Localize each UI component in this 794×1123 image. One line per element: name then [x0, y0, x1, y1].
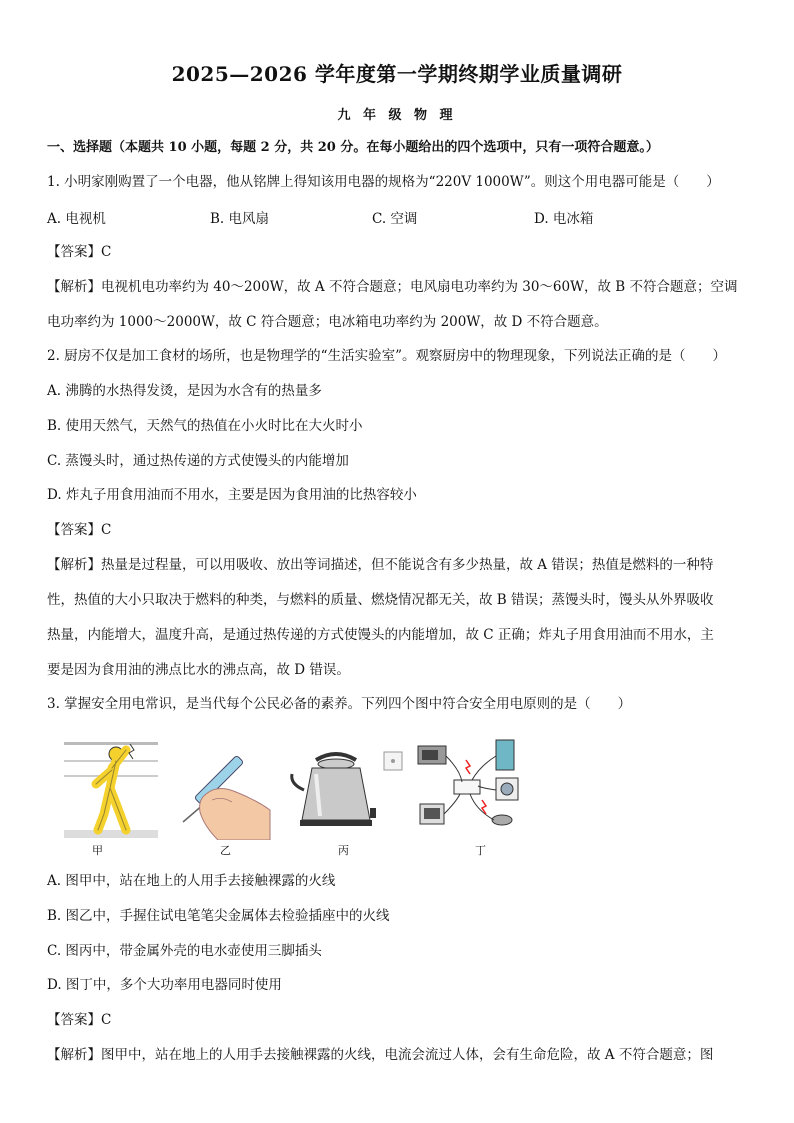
q3-analysis-line-1: 【解析】图甲中，站在地上的人用手去接触裸露的火线，电流会流过人体，会有生命危险，故 A 不符合题意；图 [47, 1047, 714, 1063]
figure-jia-person-touching-wire [60, 730, 160, 840]
q1-option-c: C. 空调 [372, 211, 418, 227]
figure-label-jia: 甲 [92, 844, 103, 857]
q1-option-a: A. 电视机 [47, 211, 106, 227]
q1-option-b: B. 电风扇 [210, 211, 270, 227]
figure-label-yi: 乙 [220, 844, 231, 857]
question-1-stem: 1. 小明家刚购置了一个电器，他从铭牌上得知该用电器的规格为“220V 1000W”。则这个用电器可能是（ ） [47, 174, 720, 190]
question-3-stem: 3. 掌握安全用电常识，是当代每个公民必备的素养。下列四个图中符合安全用电原则的是（ ） [47, 696, 632, 712]
question-2-stem: 2. 厨房不仅是加工食材的场所，也是物理学的“生活实验室”。观察厨房中的物理现象，下列说法正确的是（ ） [47, 348, 726, 364]
figure-bing-electric-kettle [286, 730, 406, 840]
q2-option-a: A. 沸腾的水热得发烫，是因为水含有的热量多 [47, 383, 322, 399]
q3-answer: 【答案】C [47, 1012, 112, 1028]
q1-analysis-line-2: 电功率约为 1000～2000W，故 C 符合题意；电冰箱电功率约为 200W，故 D 不符合题意。 [47, 314, 608, 330]
q2-option-d: D. 炸丸子用食用油而不用水，主要是因为食用油的比热容较小 [47, 487, 417, 503]
q2-analysis-line-3: 热量，内能增大，温度升高，是通过热传递的方式使馒头的内能增加，故 C 正确；炸丸子用食用油而不用水，主 [47, 627, 714, 643]
section-heading: 一、选择题（本题共 10 小题，每题 2 分，共 20 分。在每小题给出的四个选项中，只有一项符合题意。） [47, 140, 659, 155]
q2-option-b: B. 使用天然气，天然气的热值在小火时比在大火时小 [47, 418, 363, 434]
q2-analysis-line-4: 要是因为食用油的沸点比水的沸点高，故 D 错误。 [47, 662, 350, 678]
q3-option-d: D. 图丁中，多个大功率用电器同时使用 [47, 977, 282, 993]
figure-label-bing: 丙 [338, 844, 349, 857]
q1-analysis-line-1: 【解析】电视机电功率约为 40～200W，故 A 不符合题意；电风扇电功率约为 30～60W，故 B 不符合题意；空调 [47, 279, 738, 295]
page-subtitle: 九 年 级 物 理 [337, 108, 457, 123]
figure-ding-many-appliances [410, 730, 530, 840]
q2-option-c: C. 蒸馒头时，通过热传递的方式使馒头的内能增加 [47, 453, 349, 469]
q1-option-d: D. 电冰箱 [534, 211, 594, 227]
q3-option-a: A. 图甲中，站在地上的人用手去接触裸露的火线 [47, 873, 336, 889]
q2-analysis-line-2: 性，热值的大小只取决于燃料的种类，与燃料的质量、燃烧情况都无关，故 B 错误；蒸馒头时，馒头从外界吸收 [47, 592, 714, 608]
q3-option-b: B. 图乙中，手握住试电笔笔尖金属体去检验插座中的火线 [47, 908, 390, 924]
page-title: 2025—2026 学年度第一学期终期学业质量调研 [171, 62, 623, 86]
figure-yi-test-pen [178, 730, 278, 840]
q2-answer: 【答案】C [47, 522, 112, 538]
q1-answer: 【答案】C [47, 244, 112, 260]
figure-label-ding: 丁 [475, 844, 486, 857]
q2-analysis-line-1: 【解析】热量是过程量，可以用吸收、放出等词描述，但不能说含有多少热量，故 A 错误；热值是燃料的一种特 [47, 557, 714, 573]
question-3-figures [60, 730, 560, 860]
q3-option-c: C. 图丙中，带金属外壳的电水壶使用三脚插头 [47, 943, 322, 959]
